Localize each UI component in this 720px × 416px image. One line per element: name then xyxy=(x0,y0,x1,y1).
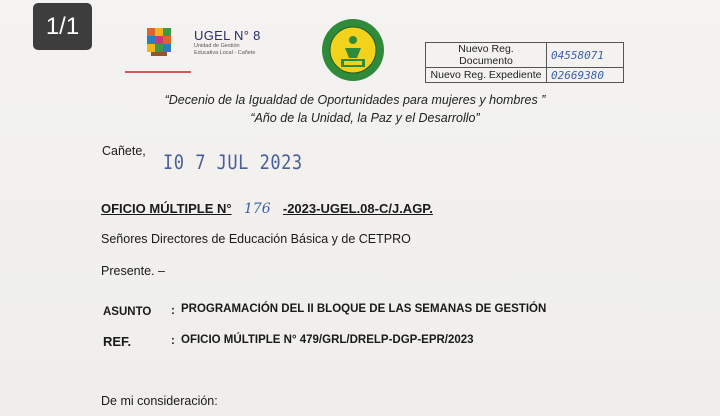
date-stamp: I0 7 JUL 2023 xyxy=(163,151,303,175)
registry-row xyxy=(426,68,624,83)
oficio-prefix: OFICIO MÚLTIPLE N° xyxy=(101,201,232,216)
ugel-seal-icon xyxy=(321,18,385,82)
registry-row xyxy=(426,43,624,68)
ugel-subtitle-1: Unidad de Gestión xyxy=(194,43,240,49)
recipients-line: Señores Directores de Educación Básica y de CETPRO xyxy=(101,232,411,246)
oficio-title xyxy=(101,201,433,217)
ugel-header-text xyxy=(194,28,261,57)
registry-value: 02669380 xyxy=(547,68,624,83)
ref-colon: : xyxy=(171,335,175,347)
page-counter-badge: 1/1 xyxy=(33,3,92,50)
asunto-label: ASUNTO xyxy=(103,306,152,318)
year-quote: “Año de la Unidad, la Paz y el Desarrollo” xyxy=(250,111,480,125)
oficio-handwritten-number: 176 xyxy=(243,201,271,217)
ref-value: OFICIO MÚLTIPLE N° 479/GRL/DRELP-DGP-EPR/2023 xyxy=(181,334,474,346)
ref-label: REF. xyxy=(103,334,132,349)
registry-table xyxy=(425,42,624,83)
asunto-colon: : xyxy=(171,305,175,317)
ugel-subtitle-2: Educativa Local - Cañete xyxy=(194,50,256,56)
place-label: Cañete, xyxy=(102,144,146,158)
ugel-name: UGEL N° 8 xyxy=(194,28,261,43)
ugel-logo-icon xyxy=(146,27,172,57)
registry-label: Nuevo Reg. Expediente xyxy=(426,68,547,83)
greeting-line: De mi consideración: xyxy=(101,394,218,408)
presente-line: Presente. – xyxy=(101,264,165,278)
asunto-value: PROGRAMACIÓN DEL II BLOQUE DE LAS SEMANAS DE GESTIÓN xyxy=(181,303,547,315)
decade-quote: “Decenio de la Igualdad de Oportunidades para mujeres y hombres ” xyxy=(164,93,546,107)
registry-label: Nuevo Reg. Documento xyxy=(426,43,547,68)
oficio-suffix: -2023-UGEL.08-C/J.AGP. xyxy=(282,201,433,216)
registry-value: 04558071 xyxy=(547,43,624,68)
header-divider xyxy=(125,71,191,73)
